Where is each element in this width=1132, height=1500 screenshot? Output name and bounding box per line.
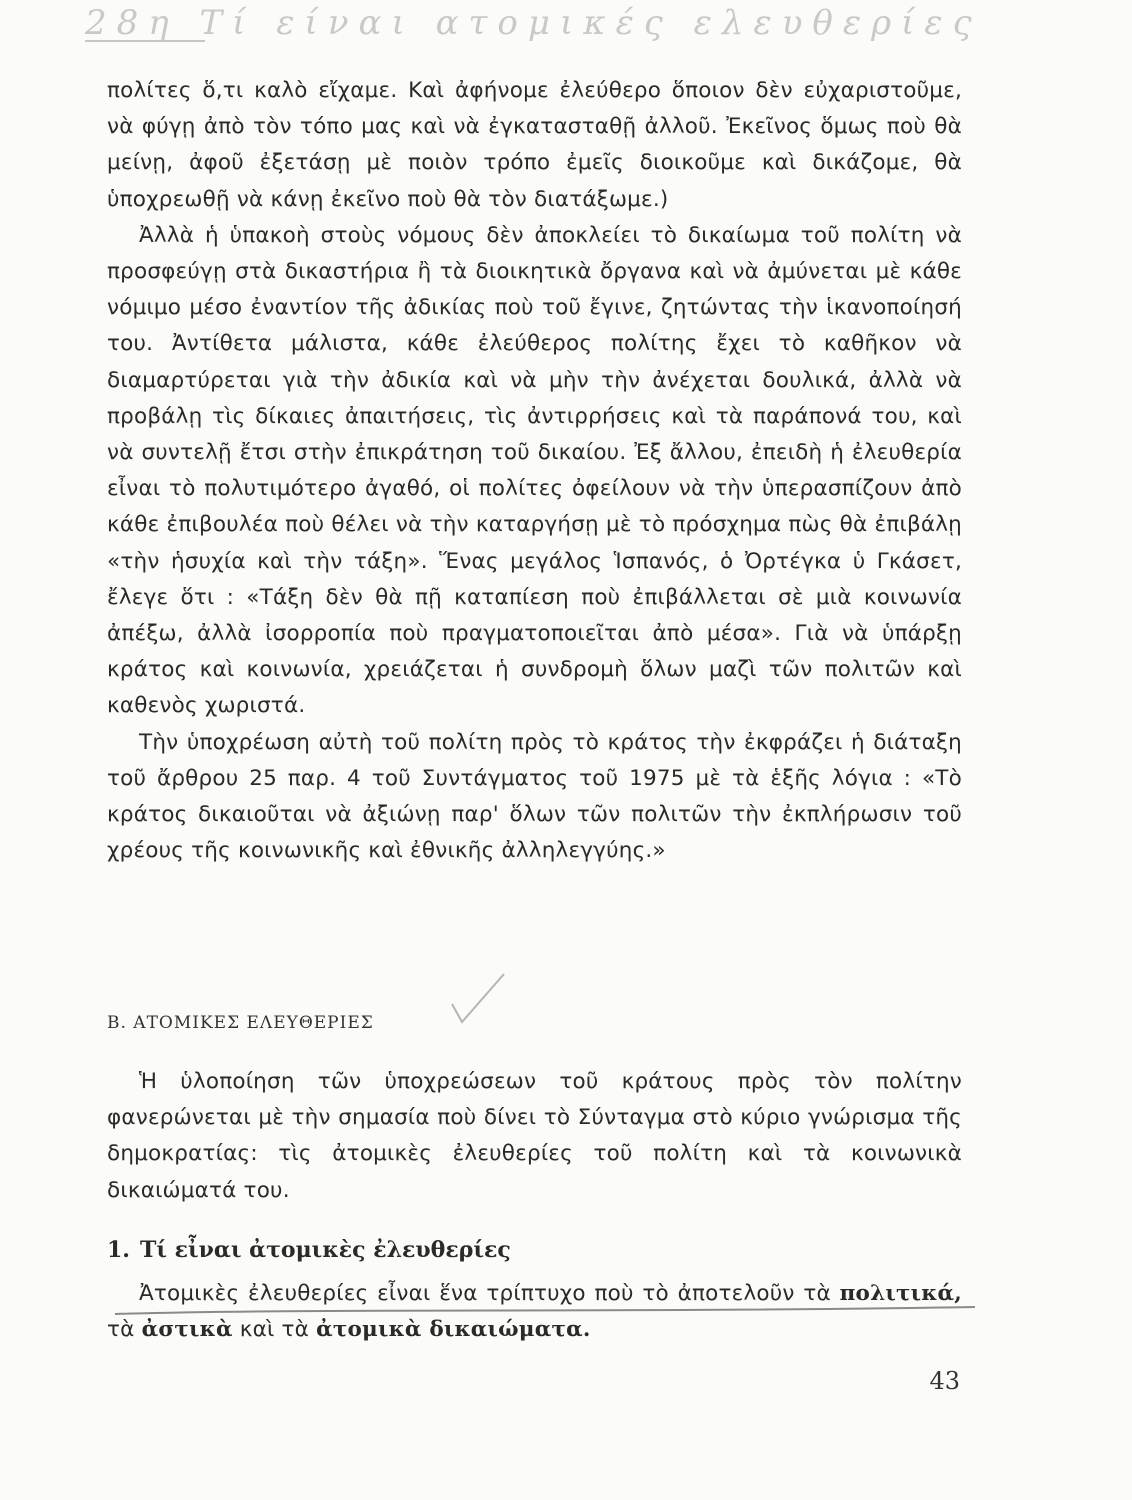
definition-separator-1: τὰ	[107, 1317, 135, 1343]
term-individual-rights: ἀτομικὰ δικαιώματα.	[316, 1317, 591, 1343]
definition-separator-2: καὶ τὰ	[239, 1317, 310, 1343]
subsection-title: Τί εἶναι ἀτομικὲς ἐλευθερίες	[139, 1237, 511, 1263]
pencil-checkmark-icon	[448, 972, 508, 1032]
handwritten-margin-note	[85, 0, 982, 62]
page-number: 43	[929, 1367, 960, 1395]
term-political: πολιτικά,	[839, 1281, 962, 1306]
top-text-block	[107, 73, 962, 869]
paragraph-continuation: πολίτες ὅ,τι καλὸ εἴχαμε. Καὶ ἀφήνομε ἐλεύθερο ὅποιον δὲν εὐχαριστοῦμε, νὰ φύγῃ ἀπὸ τὸν τόπο μας καὶ νὰ ἐγκατασταθῇ ἀλλοῦ. Ἐκεῖνος ὅμως ποὺ θὰ μείνῃ, ἀφοῦ ἐξετάσῃ μὲ ποιὸν τρόπο ἐμεῖς διοικοῦμε καὶ δικάζομε, θὰ ὑποχρεωθῇ νὰ κάνῃ ἐκεῖνο ποὺ θὰ τὸν διατάξωμε.)	[107, 78, 962, 212]
pencil-underline	[115, 1305, 975, 1317]
term-civil: ἀστικὰ	[141, 1317, 233, 1343]
paragraph-constitution: Τὴν ὑποχρέωση αὐτὴ τοῦ πολίτη πρὸς τὸ κράτος τὴν ἐκφράζει ἡ διάταξη τοῦ ἄρθρου 25 παρ. 4 τοῦ Συντάγματος τοῦ 1975 μὲ τὰ ἑξῆς λόγια : «Τὸ κράτος δικαιοῦται νὰ ἀξιώνῃ παρ' ὅλων τῶν πολιτῶν τὴν ἐκπλήρωσιν τοῦ χρέους τῆς κοινωνικῆς καὶ ἐθνικῆς ἀλληλεγγύης.»	[107, 729, 962, 864]
subsection-heading	[107, 1237, 511, 1263]
section-b-text-block	[107, 1064, 962, 1209]
handwritten-note-text: 28η Τί είναι ατομικές ελευθερίες	[85, 3, 982, 43]
paragraph-section-intro: Ἡ ὑλοποίηση τῶν ὑποχρεώσεων τοῦ κράτους πρὸς τὸν πολίτην φανερώνεται μὲ τὴν σημασία ποὺ δίνει τὸ Σύνταγμα στὸ κύριο γνώρισμα τῆς δημοκρατίας: τὶς ἀτομικὲς ἐλευθερίες τοῦ πολίτη καὶ τὰ κοινωνικὰ δικαιώματά του.	[107, 1069, 962, 1203]
paragraph-obedience: Ἀλλὰ ἡ ὑπακοὴ στοὺς νόμους δὲν ἀποκλείει τὸ δικαίωμα τοῦ πολίτη νὰ προσφεύγῃ στὰ δικαστήρια ἢ τὰ διοικητικὰ ὄργανα καὶ νὰ ἀμύνεται μὲ κάθε νόμιμο μέσο ἐναντίον τῆς ἀδικίας ποὺ τοῦ ἔγινε, ζητώντας τὴν ἱκανοποίησή του. Ἀντίθετα μάλιστα, κάθε ἐλεύθερος πολίτης ἔχει τὸ καθῆκον νὰ διαμαρτύρεται γιὰ τὴν ἀδικία καὶ νὰ μὴν τὴν ἀνέχεται δουλικά, ἀλλὰ νὰ προβάλῃ τὶς δίκαιες ἀπαιτήσεις, τὶς ἀντιρρήσεις καὶ τὰ παράπονά του, καὶ νὰ συντελῇ ἔτσι στὴν ἐπικράτηση τοῦ δικαίου. Ἐξ ἄλλου, ἐπειδὴ ἡ ἐλευθερία εἶναι τὸ πολυτιμότερο ἀγαθό, οἱ πολίτες ὀφείλουν νὰ τὴν ὑπερασπίζουν ἀπὸ κάθε ἐπιβουλέα ποὺ θέλει νὰ τὴν καταργήσῃ μὲ τὸ πρόσχημα πὼς θὰ ἐπιβάλῃ «τὴν ἡσυχία καὶ τὴν τάξη». Ἕνας μεγάλος Ἱσπανός, ὁ Ὀρτέγκα ὑ Γκάσετ, ἔλεγε ὅτι : «Τάξη δὲν θὰ πῇ καταπίεση ποὺ ἐπιβάλλεται σὲ μιὰ κοινωνία ἀπέξω, ἀλλὰ ἰσορροπία ποὺ πραγματοποιεῖται ἀπὸ μέσα». Γιὰ νὰ ὑπάρξῃ κράτος καὶ κοινωνία, χρειάζεται ἡ συνδρομὴ ὅλων μαζὶ τῶν πολιτῶν καὶ καθενὸς χωριστά.	[107, 222, 962, 719]
section-heading: Β. ΑΤΟΜΙΚΕΣ ΕΛΕΥΘΕΡΙΕΣ	[107, 1013, 374, 1033]
subsection-number: 1.	[107, 1237, 130, 1263]
definition-text-start: Ἀτομικὲς ἐλευθερίες εἶναι ἕνα τρίπτυχο ποὺ τὸ ἀποτελοῦν τὰ	[139, 1281, 831, 1306]
